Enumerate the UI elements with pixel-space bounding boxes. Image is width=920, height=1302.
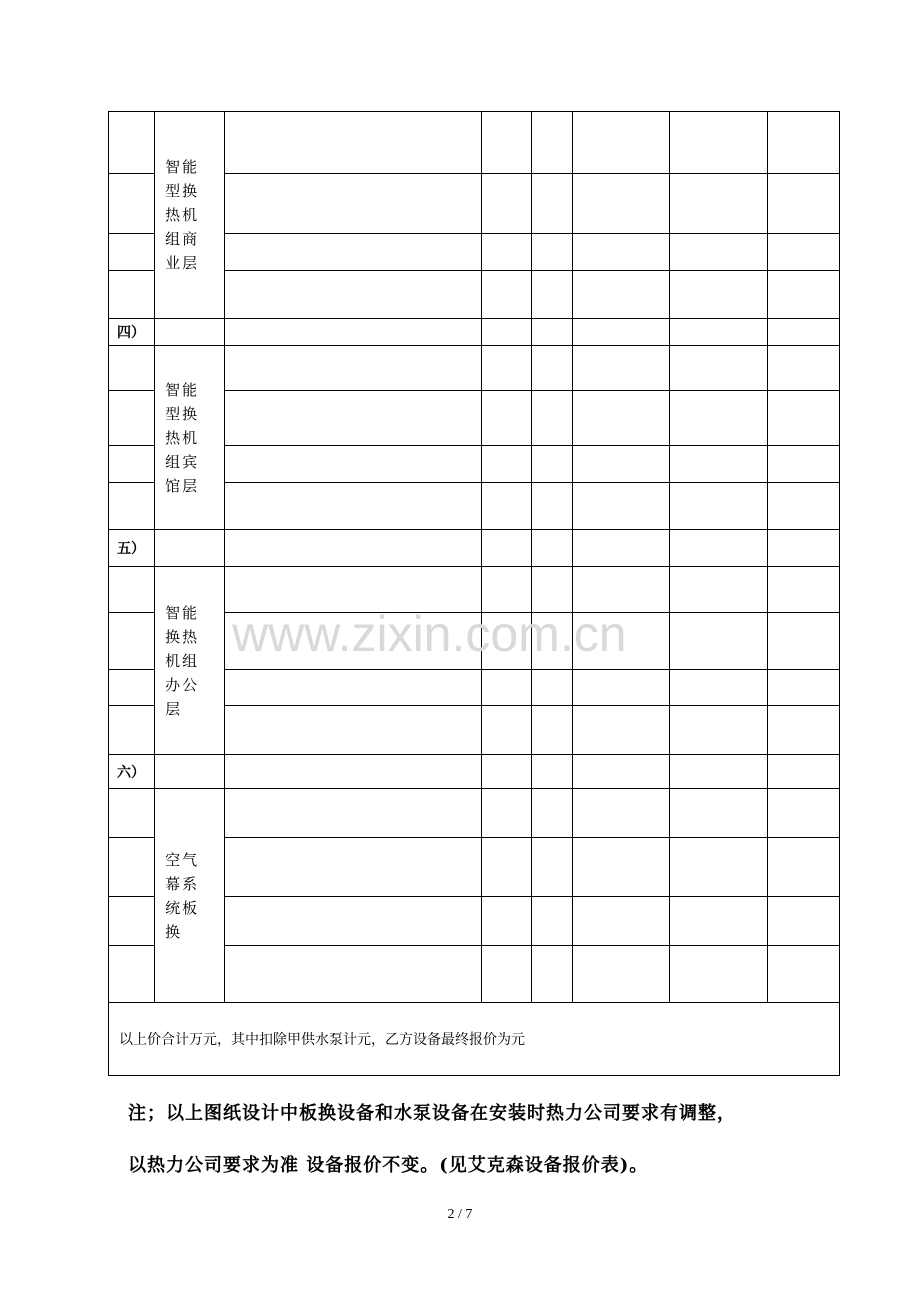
summary-row	[109, 1003, 840, 1076]
section-label: 五）	[109, 530, 155, 567]
category-label: 空气幕系统板换	[165, 850, 200, 941]
table-row	[109, 567, 840, 613]
summary-text: 以上价合计万元，其中扣除甲供水泵计元，乙方设备最终报价为元	[109, 1003, 840, 1076]
category-cell	[155, 112, 225, 319]
section-label: 六）	[109, 755, 155, 789]
section-header-row	[109, 530, 840, 567]
category-label: 智能型换热机组宾馆层	[165, 380, 200, 495]
section-header-row	[109, 755, 840, 789]
category-cell	[155, 789, 225, 1003]
category-cell	[155, 346, 225, 530]
note-line-1: 注；以上图纸设计中板换设备和水泵设备在安装时热力公司要求有调整，	[128, 1103, 736, 1124]
table-row	[109, 346, 840, 391]
quote-table	[108, 111, 840, 1076]
watermark: www.zixin.com.cn	[232, 606, 627, 662]
table-row	[109, 112, 840, 174]
category-label: 智能型换热机组商业层	[165, 158, 200, 272]
section-header-row	[109, 319, 840, 346]
category-cell	[155, 567, 225, 755]
category-label: 智能换热机组办公层	[165, 603, 200, 718]
note-line-2: 以热力公司要求为准 设备报价不变。(见艾克森设备报价表)。	[128, 1155, 649, 1176]
section-label: 四）	[109, 319, 155, 346]
page-number: 2 / 7	[447, 1207, 473, 1222]
table-row	[109, 789, 840, 838]
